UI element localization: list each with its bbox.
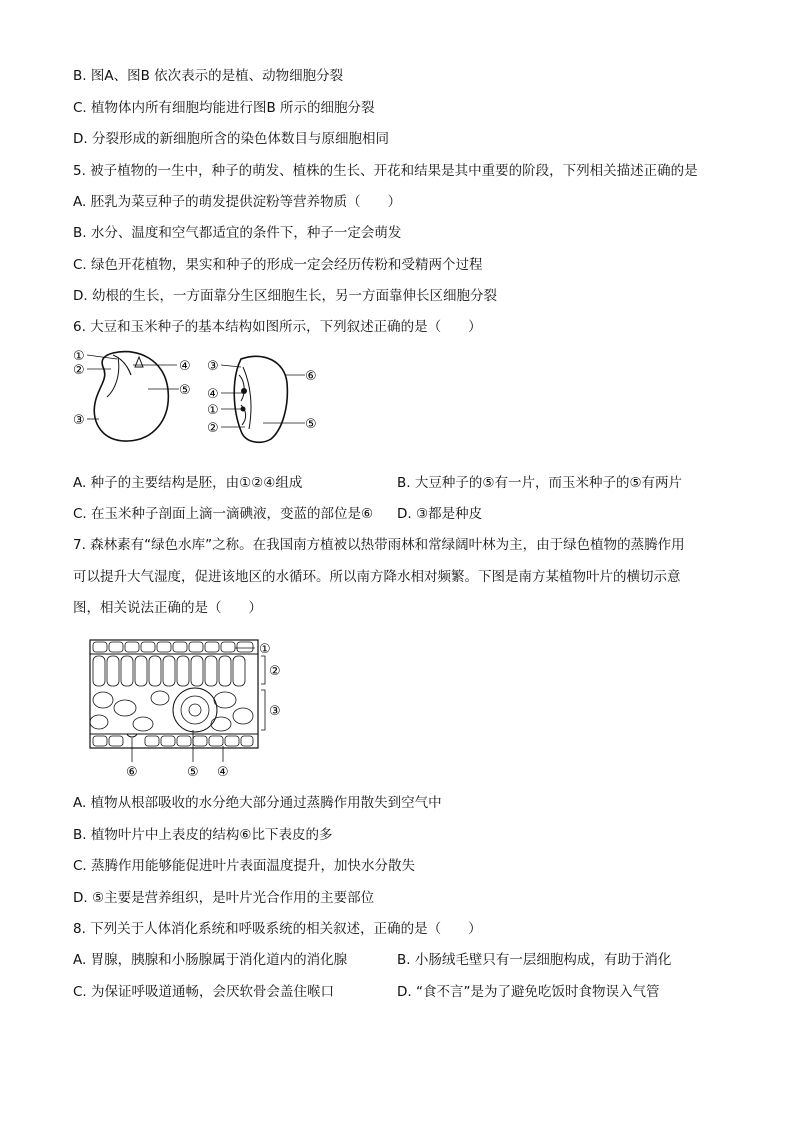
q4-option-c: C. 植物体内所有细胞均能进行图B 所示的细胞分裂 <box>73 100 375 116</box>
bean-label-2: ② <box>73 363 85 378</box>
q8-option-c: C. 为保证呼吸道通畅，会厌软骨会盖住喉口 <box>73 984 335 1000</box>
corn-label-5: ⑤ <box>305 417 317 432</box>
corn-label-2: ② <box>207 421 219 436</box>
corn-label-6: ⑥ <box>305 369 317 384</box>
q4-option-d: D. 分裂形成的新细胞所含的染色体数目与原细胞相同 <box>73 131 389 147</box>
bean-label-5: ⑤ <box>179 383 191 398</box>
q6-stem: 6. 大豆和玉米种子的基本结构如图所示，下列叙述正确的是（ ） <box>73 319 482 335</box>
q5-option-a: A. 胚乳为菜豆种子的萌发提供淀粉等营养物质（ ） <box>73 194 402 210</box>
leaf-cross-section-figure <box>85 638 295 783</box>
corn-label-3: ③ <box>207 359 219 374</box>
q7-option-c: C. 蒸腾作用能够能促进叶片表面温度提升，加快水分散失 <box>73 858 416 874</box>
q8-stem: 8. 下列关于人体消化系统和呼吸系统的相关叙述，正确的是（ ） <box>73 921 482 937</box>
bean-label-3: ③ <box>73 413 85 428</box>
q6-option-a: A. 种子的主要结构是胚，由①②④组成 <box>73 475 303 491</box>
q7-stem-line-1: 7. 森林素有“绿色水库”之称。在我国南方植被以热带雨林和常绿阔叶林为主，由于绿色植物的蒸腾作用 <box>73 537 685 553</box>
corn-label-4: ④ <box>207 387 219 402</box>
q6-option-b: B. 大豆种子的⑤有一片，而玉米种子的⑤有两片 <box>397 475 683 491</box>
q5-option-b: B. 水分、温度和空气都适宜的条件下，种子一定会萌发 <box>73 225 402 241</box>
leaf-label-4: ④ <box>217 765 229 780</box>
q7-option-d: D. ⑤主要是营养组织，是叶片光合作用的主要部位 <box>73 890 375 906</box>
leaf-label-6: ⑥ <box>126 765 138 780</box>
q5-option-d: D. 幼根的生长，一方面靠分生区细胞生长，另一方面靠伸长区细胞分裂 <box>73 288 497 304</box>
q4-option-b: B. 图A、图B 依次表示的是植、动物细胞分裂 <box>73 68 344 84</box>
q8-option-b: B. 小肠绒毛壁只有一层细胞构成，有助于消化 <box>397 952 672 968</box>
q7-stem-line-3: 图，相关说法正确的是（ ） <box>73 600 262 616</box>
q7-stem-line-2: 可以提升大气湿度，促进该地区的水循环。所以南方降水相对频繁。下图是南方某植物叶片的横切示意 <box>73 569 681 585</box>
q7-option-b: B. 植物叶片中上表皮的结构⑥比下表皮的多 <box>73 827 333 843</box>
corn-label-1: ① <box>207 403 219 418</box>
leaf-label-1: ① <box>259 642 271 657</box>
q7-option-a: A. 植物从根部吸收的水分绝大部分通过蒸腾作用散失到空气中 <box>73 795 442 811</box>
seed-structure-figure <box>73 345 333 445</box>
q8-option-a: A. 胃腺，胰腺和小肠腺属于消化道内的消化腺 <box>73 952 348 968</box>
q6-option-d: D. ③都是种皮 <box>397 506 483 522</box>
q5-option-c: C. 绿色开花植物，果实和种子的形成一定会经历传粉和受精两个过程 <box>73 257 483 273</box>
q8-option-d: D. “食不言”是为了避免吃饭时食物误入气管 <box>397 984 660 1000</box>
q6-option-c: C. 在玉米种子剖面上滴一滴碘液，变蓝的部位是⑥ <box>73 506 374 522</box>
leaf-label-3: ③ <box>269 704 281 719</box>
bean-label-4: ④ <box>179 359 191 374</box>
leaf-label-2: ② <box>269 664 281 679</box>
q5-stem: 5. 被子植物的一生中，种子的萌发、植株的生长、开花和结果是其中重要的阶段，下列相关描述正确的是 <box>73 163 698 179</box>
leaf-label-5: ⑤ <box>187 765 199 780</box>
bean-label-1: ① <box>73 349 85 364</box>
